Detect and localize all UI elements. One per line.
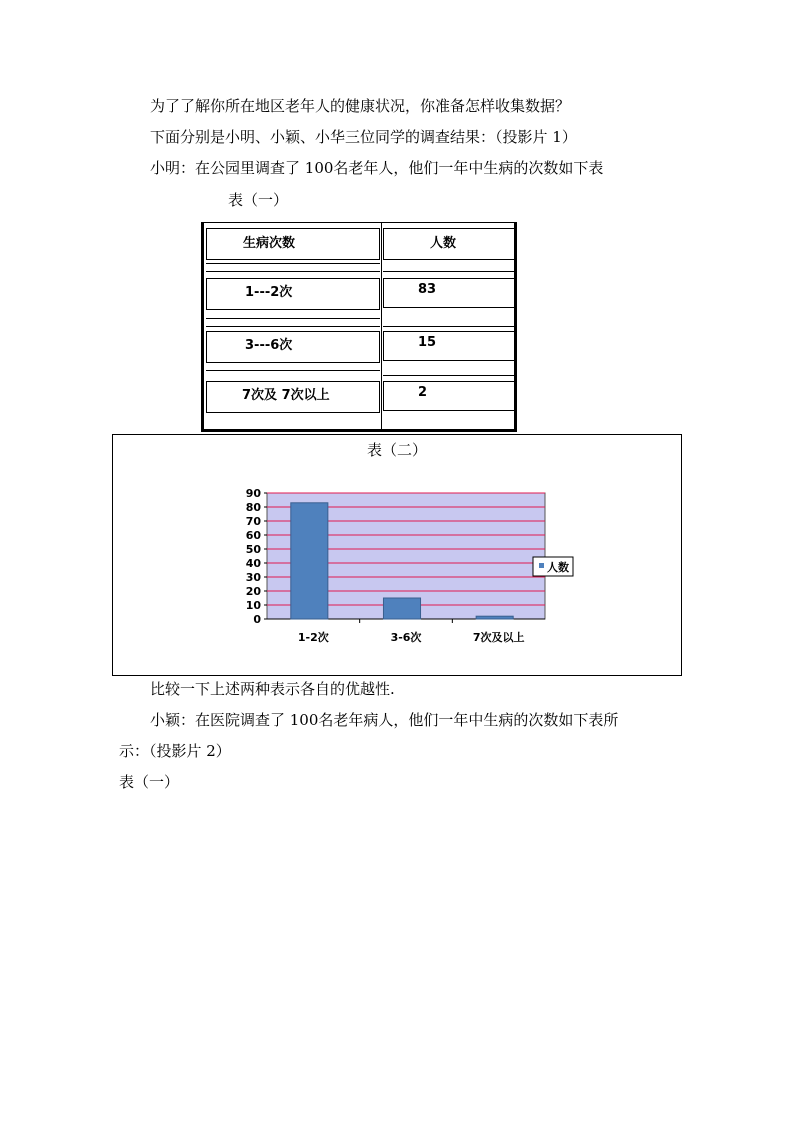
table3-caption: 表（一） (119, 773, 180, 791)
bar (291, 503, 328, 619)
x-tick-label: 1-2次 (297, 631, 329, 644)
table-row (206, 278, 380, 310)
row-rule (383, 326, 515, 327)
chart-title: 表（二） (366, 441, 427, 459)
row-rule (206, 326, 380, 327)
bar-chart (113, 435, 681, 675)
row-label: 3---6次 (245, 338, 293, 353)
row-rule (206, 370, 380, 371)
y-tick-label: 20 (245, 585, 261, 598)
y-tick-label: 70 (245, 515, 261, 528)
y-tick-label: 40 (245, 557, 261, 570)
row-label: 7次及 7次以上 (242, 388, 330, 403)
para-2: 下面分别是小明、小颖、小华三位同学的调查结果：（投影片 1） (150, 128, 577, 146)
bar-chart-frame (112, 434, 682, 676)
row-value: 83 (418, 282, 437, 297)
table-row-value (383, 331, 515, 361)
table-column-divider (381, 223, 382, 429)
header-count-label: 人数 (430, 236, 457, 251)
table1-caption: 表（一） (228, 191, 289, 209)
x-tick-label: 3-6次 (390, 631, 422, 644)
table-row-value (383, 278, 515, 308)
row-value: 15 (418, 335, 437, 350)
table-row (206, 381, 380, 413)
bar (383, 598, 420, 619)
row-rule (206, 318, 380, 319)
para-4: 比较一下上述两种表示各自的优越性. (150, 680, 395, 698)
para-3: 小明：在公园里调查了 100名老年人，他们一年中生病的次数如下表 (150, 159, 604, 177)
y-tick-label: 30 (245, 571, 261, 584)
survey-table (201, 222, 517, 432)
para-5b: 示：（投影片 2） (119, 742, 231, 760)
row-rule (206, 263, 380, 264)
header-times-label: 生病次数 (243, 236, 296, 251)
y-tick-label: 50 (245, 543, 261, 556)
y-tick-label: 80 (245, 501, 261, 514)
legend-label: 人数 (547, 561, 569, 574)
header-cell-times (206, 228, 380, 260)
header-cell-count (383, 228, 515, 260)
row-value: 2 (418, 385, 428, 400)
bar (476, 616, 513, 619)
y-tick-label: 10 (245, 599, 261, 612)
table-row (206, 331, 380, 363)
legend-swatch (539, 563, 544, 568)
para-1: 为了了解你所在地区老年人的健康状况，你准备怎样收集数据？ (150, 97, 571, 115)
row-rule (206, 271, 380, 272)
row-rule (383, 375, 515, 376)
y-tick-label: 90 (245, 487, 261, 500)
table-row-value (383, 381, 515, 411)
y-tick-label: 0 (253, 613, 261, 626)
para-5a: 小颖：在医院调查了 100名老年病人，他们一年中生病的次数如下表所 (150, 711, 619, 729)
row-label: 1---2次 (245, 285, 293, 300)
x-tick-label: 7次及以上 (472, 631, 525, 644)
y-tick-label: 60 (245, 529, 261, 542)
row-rule (383, 271, 515, 272)
